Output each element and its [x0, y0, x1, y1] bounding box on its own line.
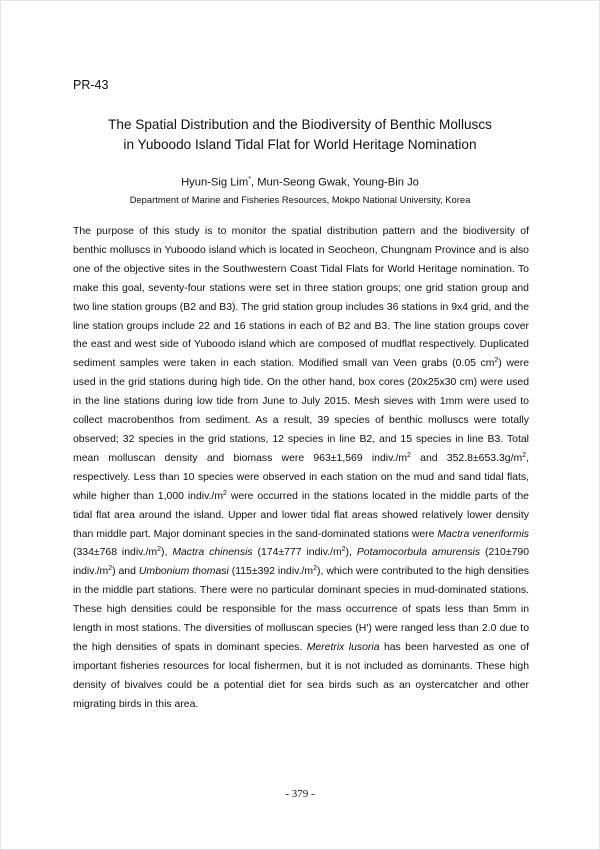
species-name: Umbonium thomasi: [138, 566, 229, 578]
page-number: - 379 -: [285, 788, 315, 800]
abstract-text: were occurred in the stations located in the middle parts of the tidal flat area around the island. Upper and lower tidal flat areas showed relatively lower density than middle part. Major dominant species in the sand-dominated stations were: [73, 490, 529, 540]
abstract-text: , respectively. Less than 10 species were observed in each station on the mud and sand tidal flats, while higher than 1,000 indiv./m: [73, 452, 529, 502]
corresponding-author-mark: *: [248, 176, 251, 183]
abstract-text: ) and: [112, 566, 139, 578]
title-line-1: The Spatial Distribution and the Biodiversity of Benthic Molluscs: [108, 117, 492, 132]
species-name: Potamocorbula amurensis: [356, 547, 481, 559]
other-authors: , Mun-Seong Gwak, Young-Bin Jo: [250, 176, 419, 189]
abstract-text: ),: [161, 547, 173, 559]
abstract-text: (115±392 indiv./m: [228, 566, 314, 578]
abstract-text: (210±790 indiv./m: [73, 547, 530, 578]
abstract-text: ),: [345, 547, 357, 559]
abstract-text: ), which were contributed to the high densities in the middle part stations. There were no particular dominant species in mud-dominated stations. These high densities could be responsible for the mass occurrence of spats less than 5mm in length in most stations. The diversities of molluscan species (H') were ranged less than 2.0 due to the high densities of spats in dominant species.: [73, 566, 529, 653]
abstract-text: and 352.8±653.3g/m: [410, 452, 523, 464]
superscript: 2: [108, 565, 113, 573]
abstract-text: (174±777 indiv./m: [252, 547, 342, 559]
species-name: Meretrix lusoria: [306, 641, 380, 653]
superscript: 2: [407, 451, 411, 459]
species-name: Mactra veneriformis: [437, 528, 529, 540]
paper-code: PR-43: [73, 78, 109, 92]
abstract-text: (334±768 indiv./m: [73, 547, 158, 559]
superscript: 2: [494, 357, 499, 365]
superscript: 2: [522, 451, 527, 459]
first-author: Hyun-Sig Lim: [181, 176, 249, 189]
abstract-text: has been harvested as one of important fisheries resources for local fishermen, but it is not included as dominants. These high density of bivalves could be a potential diet for sea birds such as an oystercatcher and other migrating birds in this area.: [73, 641, 530, 710]
affiliation: Department of Marine and Fisheries Resources, Mokpo National University, Korea: [129, 194, 471, 205]
author-list: [41, 176, 559, 189]
title-line-2: in Yuboodo Island Tidal Flat for World Heritage Nomination: [123, 137, 477, 152]
superscript: 2: [313, 565, 318, 573]
abstract-text: ) were used in the grid stations during high tide. On the other hand, box cores (20x25x30 cm) were used in the line stations during low tide from June to July 2015. Mesh sieves with 1mm were used to collect macrobenthos from sediment. As a result, 39 species of benthic molluscs were totally observed; 32 species in the grid stations, 12 species in line B2, and 15 species in line B3. Total mean molluscan density and biomass were 963±1,569 indiv./m: [73, 358, 529, 464]
paper-title: [61, 115, 539, 155]
superscript: 2: [341, 546, 346, 554]
abstract-text: The purpose of this study is to monitor the spatial distribution pattern and the biodiversity of benthic molluscs in Yuboodo island which is located in Seocheon, Chungnam Province and is also one of the objective sites in the Southwestern Coast Tidal Flats for World Heritage nomination. To make this goal, seventy-four stations were set in three station groups; one grid station group and two line station groups (B2 and B3). The grid station group includes 36 stations in 9x4 grid, and the line station groups include 22 and 16 stations in each of B2 and B3. The line station groups cover the east and west side of Yuboodo island which are composed of mudflat respectively. Duplicated sediment samples were taken in each station. Modified small van Veen grabs (0.05 cm: [73, 226, 529, 370]
species-name: Mactra chinensis: [172, 547, 253, 559]
abstract-body: [73, 223, 529, 715]
superscript: 2: [223, 489, 227, 497]
superscript: 2: [157, 546, 162, 554]
